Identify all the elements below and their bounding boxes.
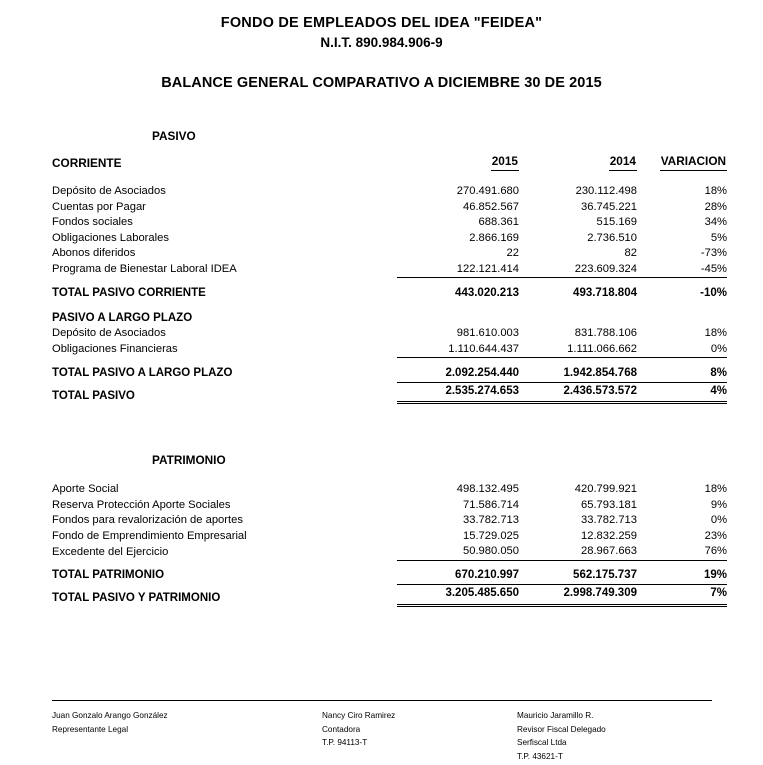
row-variation: 34% [704, 216, 728, 228]
table-row [52, 513, 727, 529]
row-label: Obligaciones Laborales [52, 231, 169, 244]
row-value-2014: 33.782.713 [581, 514, 637, 526]
row-label: Obligaciones Financieras [52, 343, 178, 355]
total-variation: -10% [700, 286, 728, 299]
total-row [52, 560, 727, 584]
statement-body [0, 120, 763, 607]
spacer-row [52, 171, 727, 184]
signatory-role: Representante Legal [52, 724, 129, 734]
table-row [52, 231, 727, 247]
total-value-2014: 1.942.854.768 [563, 366, 637, 379]
row-label: Depósito de Asociados [52, 327, 166, 339]
signature-block [52, 700, 712, 763]
row-label: Programa de Bienestar Laboral IDEA [52, 263, 237, 275]
column-header-2015: 2015 [397, 145, 519, 171]
signatory-name: Mauricio Jaramillo R. [517, 711, 594, 720]
row-label: Abonos diferidos [52, 247, 136, 259]
row-label: Fondo de Emprendimiento Empresarial [52, 529, 247, 542]
liabilities-group-heading: PASIVO [152, 128, 196, 143]
row-value-2014: 515.169 [596, 216, 637, 228]
grand-total-row [52, 381, 727, 404]
signature-accountant [322, 709, 517, 763]
table-row [52, 444, 727, 469]
row-value-2015: 270.491.680 [456, 185, 519, 197]
row-value-2014: 12.832.259 [581, 529, 637, 542]
total-label: TOTAL PASIVO CORRIENTE [52, 286, 206, 299]
total-value-2014: 493.718.804 [573, 286, 637, 299]
table-row [52, 529, 727, 545]
row-variation: -73% [700, 247, 728, 259]
total-value-2015: 670.210.997 [455, 569, 519, 581]
row-variation: -45% [637, 262, 727, 278]
row-value-2014: 82 [624, 247, 637, 259]
total-row [52, 278, 727, 302]
row-value-2014: 223.609.324 [519, 262, 637, 278]
column-header-variation: VARIACION [637, 145, 727, 171]
row-variation: 18% [704, 483, 728, 495]
column-header-row [52, 145, 727, 171]
signatory-license: T.P. 94113-T [322, 738, 368, 747]
signatory-license: T.P. 43621-T [517, 751, 563, 761]
row-value-2015: 1.110.644.437 [397, 342, 519, 358]
row-value-2015: 688.361 [478, 216, 519, 228]
row-label: Aporte Social [52, 483, 119, 495]
row-variation: 18% [704, 327, 728, 339]
grand-total-row [52, 584, 727, 607]
company-title: FONDO DE EMPLEADOS DEL IDEA "FEIDEA" [220, 15, 543, 31]
total-row [52, 358, 727, 382]
total-label: TOTAL PATRIMONIO [52, 569, 165, 581]
signatory-firm: Serfiscal Ltda [517, 738, 567, 747]
row-value-2015: 2.866.169 [469, 231, 519, 244]
row-value-2015: 981.610.003 [456, 327, 519, 339]
row-value-2014: 831.788.106 [574, 327, 637, 339]
grand-total-label: TOTAL PASIVO [52, 389, 135, 402]
balance-table [52, 120, 727, 607]
row-variation: 28% [704, 200, 728, 213]
total-variation: 19% [703, 569, 728, 581]
signatory-name: Juan Gonzalo Arango González [52, 711, 168, 720]
row-label: Fondos sociales [52, 216, 133, 228]
row-variation: 0% [710, 514, 728, 526]
long-term-heading: PASIVO A LARGO PLAZO [52, 311, 193, 324]
grand-total-value-2014: 2.436.573.572 [519, 381, 637, 404]
table-row [52, 184, 727, 200]
row-label: Reserva Protección Aporte Sociales [52, 498, 231, 511]
table-row [52, 342, 727, 358]
total-value-2015: 443.020.213 [455, 286, 519, 299]
row-variation: 5% [710, 231, 728, 244]
row-value-2015: 122.121.414 [397, 262, 519, 278]
document-header [0, 0, 763, 92]
signatory-name: Nancy Ciro Ramirez [322, 711, 396, 720]
total-value-2014: 562.175.737 [573, 569, 637, 581]
document-subtitle: BALANCE GENERAL COMPARATIVO A DICIEMBRE 30 DE 2015 [161, 75, 602, 91]
signature-divider [52, 700, 712, 701]
row-variation: 23% [704, 529, 728, 542]
table-row [52, 482, 727, 498]
grand-total-variation: 7% [637, 584, 727, 607]
row-label: Fondos para revalorización de aportes [52, 514, 243, 526]
row-value-2015: 498.132.495 [456, 483, 519, 495]
row-value-2015: 71.586.714 [463, 498, 519, 511]
table-row [52, 544, 727, 560]
signature-legal-representative [52, 709, 322, 763]
row-value-2015: 46.852.567 [463, 200, 519, 213]
total-variation: 8% [710, 366, 728, 379]
row-value-2015: 33.782.713 [463, 514, 519, 526]
row-variation: 9% [710, 498, 728, 511]
grand-total-value-2014: 2.998.749.309 [519, 584, 637, 607]
table-row [52, 301, 727, 326]
total-value-2015: 2.092.254.440 [445, 366, 519, 379]
signatory-role: Revisor Fiscal Delegado [517, 724, 606, 734]
row-value-2014: 1.111.066.662 [519, 342, 637, 358]
row-value-2014: 65.793.181 [581, 498, 637, 511]
table-row [52, 498, 727, 514]
row-label: Depósito de Asociados [52, 185, 166, 197]
table-row [52, 326, 727, 342]
row-variation: 18% [704, 185, 728, 197]
table-row [52, 120, 727, 145]
spacer-row [52, 469, 727, 482]
total-label: TOTAL PASIVO A LARGO PLAZO [52, 366, 233, 379]
grand-total-variation: 4% [637, 381, 727, 404]
equity-group-heading: PATRIMONIO [152, 452, 226, 467]
spacer-row [52, 404, 727, 444]
table-row [52, 215, 727, 231]
row-variation: 76% [637, 544, 727, 560]
row-variation: 0% [637, 342, 727, 358]
table-row [52, 200, 727, 216]
row-value-2014: 230.112.498 [575, 185, 637, 197]
row-value-2014: 28.967.663 [519, 544, 637, 560]
row-value-2015: 15.729.025 [463, 529, 519, 542]
signatory-role: Contadora [322, 724, 361, 734]
column-header-2014: 2014 [519, 145, 637, 171]
row-value-2014: 2.736.510 [587, 231, 637, 244]
row-label: Excedente del Ejercicio [52, 545, 169, 558]
row-value-2015: 50.980.050 [397, 544, 519, 560]
grand-total-value-2015: 3.205.485.650 [397, 584, 519, 607]
row-label: Cuentas por Pagar [52, 200, 146, 213]
current-liabilities-heading: CORRIENTE [52, 155, 122, 170]
grand-total-value-2015: 2.535.274.653 [397, 381, 519, 404]
table-row [52, 262, 727, 278]
grand-total-label: TOTAL PASIVO Y PATRIMONIO [52, 592, 221, 604]
table-row [52, 246, 727, 262]
company-nit: N.I.T. 890.984.906-9 [320, 35, 443, 50]
row-value-2014: 420.799.921 [574, 483, 637, 495]
signature-fiscal-auditor [517, 709, 712, 763]
row-value-2014: 36.745.221 [581, 200, 637, 213]
row-value-2015: 22 [506, 247, 519, 259]
